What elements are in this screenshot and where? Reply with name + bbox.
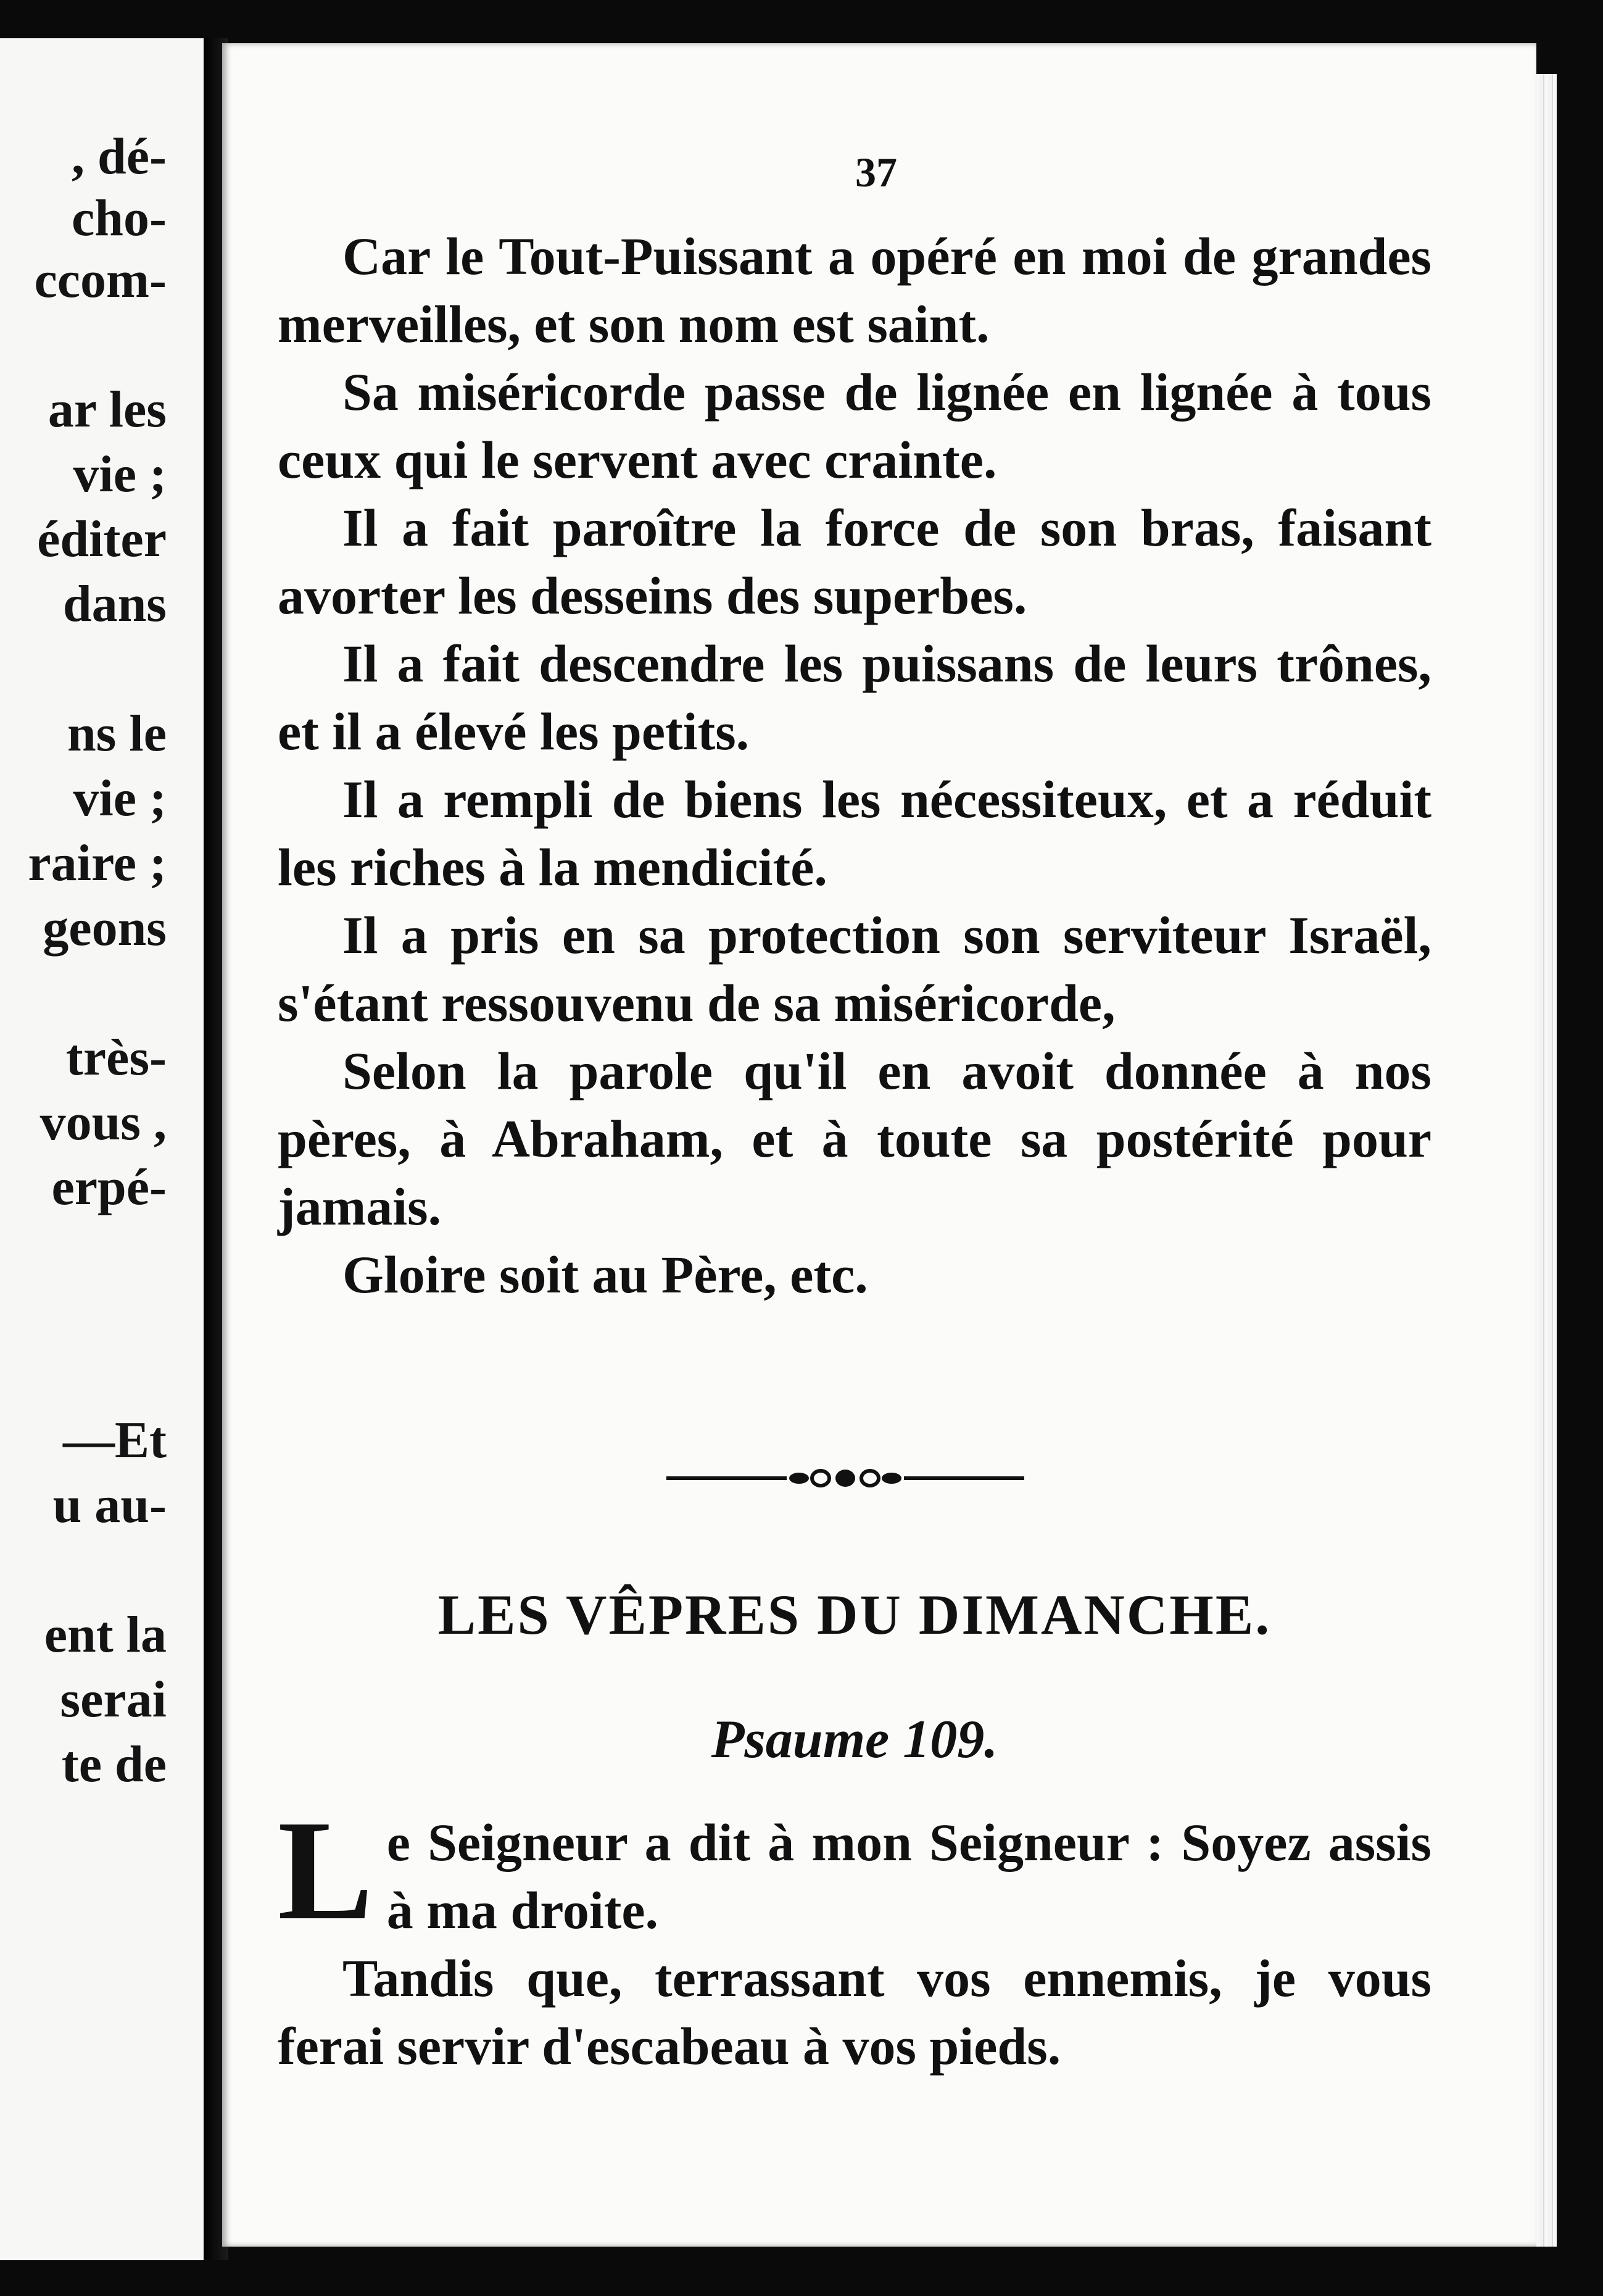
left-page-line: te de: [61, 1736, 167, 1793]
left-facing-page: [0, 38, 206, 2260]
left-page-line: cho-: [72, 189, 167, 247]
verse-paragraph: Sa miséricorde passe de lignée en lignée à tous ceux qui le servent avec crainte.: [278, 362, 1431, 489]
verse-paragraph: Tandis que, terrassant vos ennemis, je vous ferai servir d'escabeau à vos pieds.: [278, 1949, 1431, 2076]
left-page-line: ent la: [44, 1606, 167, 1663]
left-page-line: dans: [62, 575, 167, 633]
psalm-heading: Psaume 109.: [711, 1710, 998, 1770]
page-number: 37: [855, 149, 897, 196]
verse-paragraph: Il a pris en sa protection son serviteur Israël, s'étant ressouvenu de sa miséricorde,: [278, 905, 1431, 1033]
section-title: LES VÊPRES DU DIMANCHE.: [437, 1583, 1272, 1646]
left-page-line: serai: [60, 1671, 167, 1728]
verse-paragraph: Gloire soit au Père, etc.: [342, 1245, 868, 1304]
psalm-text: [278, 1791, 1431, 2080]
verse-paragraph: Selon la parole qu'il en avoit donnée à nos pères, à Abraham, et à toute sa postérité pour jamais.: [278, 1041, 1431, 1236]
left-page-line: ccom-: [34, 251, 167, 309]
left-page-line: erpé-: [51, 1158, 167, 1216]
psalm-first-paragraph: e Seigneur a dit à mon Seigneur : Soyez assis à ma droite.: [386, 1813, 1431, 1940]
left-page-line: très-: [65, 1029, 167, 1086]
canticle-text: [278, 222, 1431, 1308]
left-page-line: , dé-: [72, 128, 167, 185]
left-page-line: —Et: [63, 1412, 167, 1469]
verse-paragraph: Il a fait paroître la force de son bras, faisant avorter les desseins des superbes.: [278, 498, 1431, 625]
left-page-line: ar les: [48, 381, 167, 438]
left-page-line: vie ;: [73, 446, 167, 503]
verse-paragraph: Il a rempli de biens les nécessiteux, et a réduit les riches à la mendicité.: [278, 770, 1431, 897]
ornamental-divider: [666, 1466, 1024, 1491]
left-page-line: ns le: [67, 705, 167, 762]
left-page-line: éditer: [37, 510, 167, 568]
verse-paragraph: Il a fait descendre les puissans de leurs trônes, et il a élevé les petits.: [278, 634, 1431, 761]
left-page-line: vous ,: [39, 1094, 167, 1151]
left-page-line: geons: [43, 899, 167, 957]
left-page-line: raire ;: [28, 834, 167, 892]
drop-cap: L: [278, 1791, 373, 1950]
main-page: [222, 43, 1536, 2247]
left-page-line: vie ;: [73, 770, 167, 827]
verse-paragraph: Car le Tout-Puissant a opéré en moi de grandes merveilles, et son nom est saint.: [278, 227, 1431, 354]
left-page-line: u au-: [52, 1476, 167, 1534]
